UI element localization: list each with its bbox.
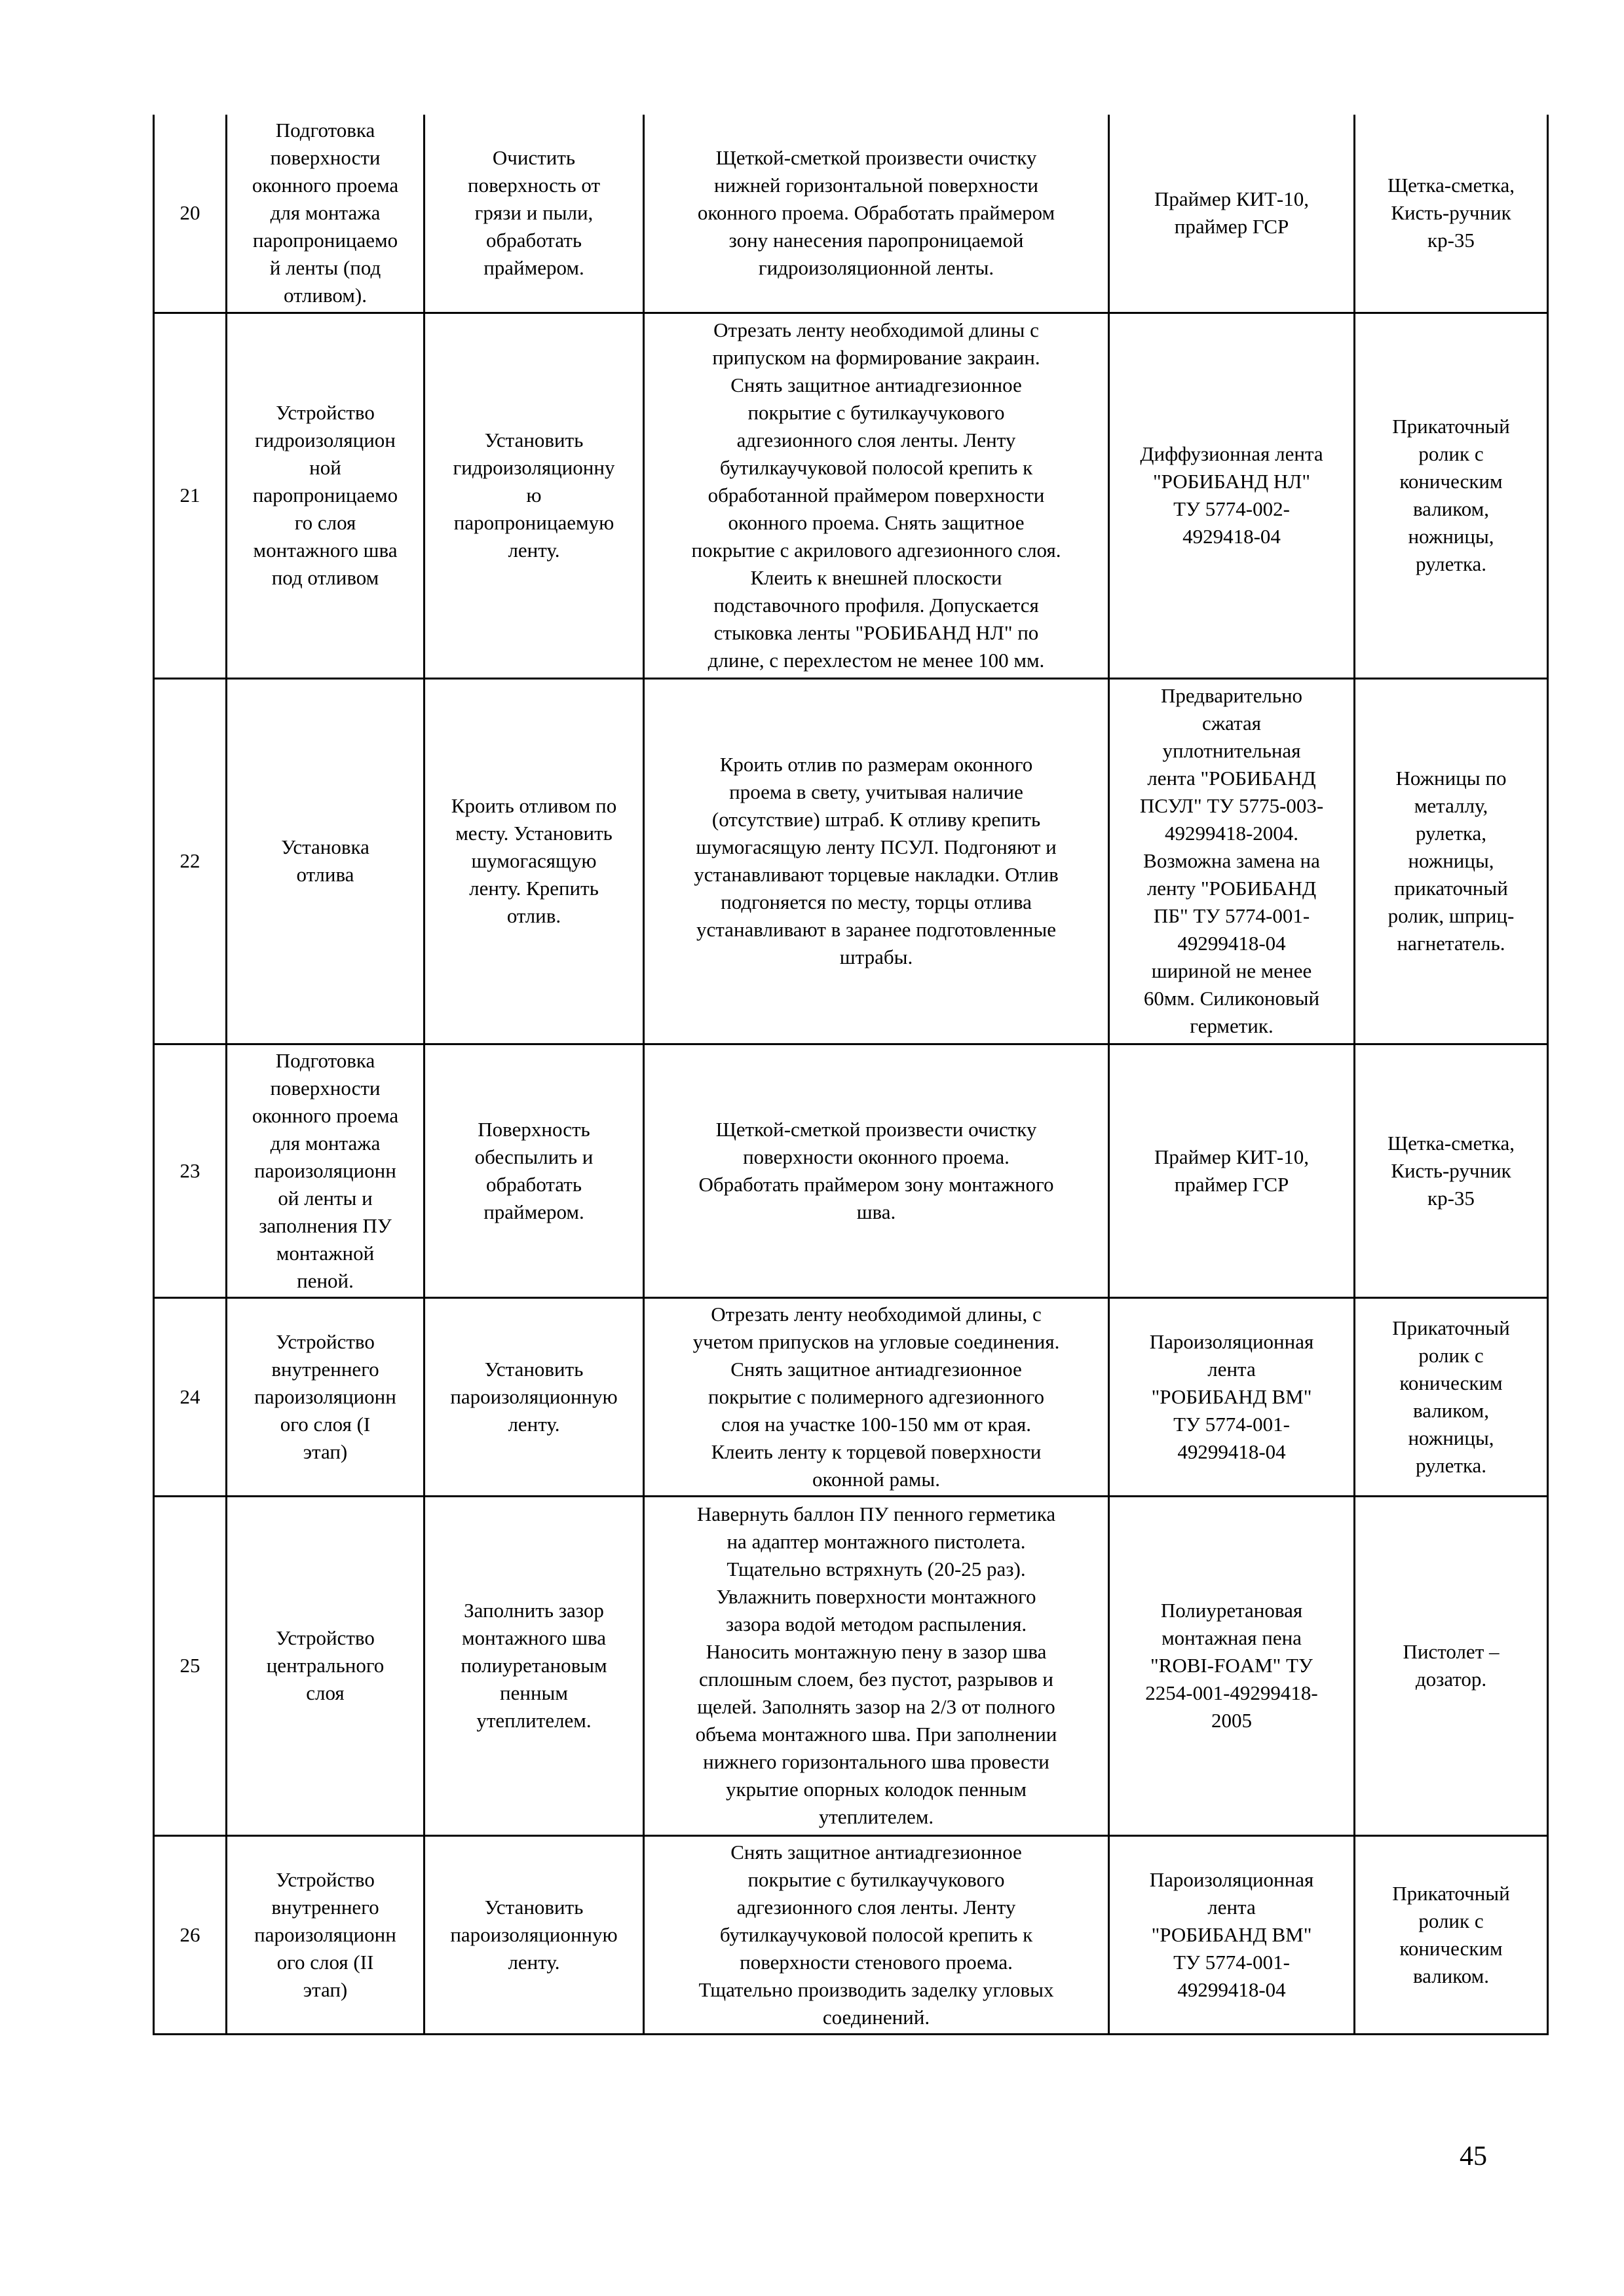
row-number-cell bbox=[154, 115, 227, 313]
tools-text: Щетка-сметка, Кисть-ручник кр-35 bbox=[1387, 1131, 1515, 1210]
stage-cell bbox=[227, 1835, 425, 2034]
action-text: Заполнить зазор монтажного шва полиуретановым пенным утеплителем. bbox=[461, 1599, 607, 1732]
stage-text: Подготовка поверхности оконного проема для монтажа пароизоляционн ой ленты и заполнения ПУ монтажной пеной. bbox=[252, 1048, 399, 1292]
row-number: 21 bbox=[179, 484, 200, 507]
materials-cell bbox=[1109, 678, 1355, 1044]
row-number: 22 bbox=[179, 849, 200, 872]
description-cell bbox=[644, 678, 1109, 1044]
page-number: 45 bbox=[1460, 2141, 1487, 2172]
materials-cell bbox=[1109, 1496, 1355, 1835]
tools-text: Прикаточный ролик с коническим валиком, ножницы, рулетка. bbox=[1392, 1316, 1510, 1477]
table-row bbox=[154, 1297, 1548, 1496]
row-number: 24 bbox=[179, 1385, 200, 1408]
materials-text: Праймер КИТ-10, праймер ГСР bbox=[1154, 1145, 1309, 1196]
tools-cell bbox=[1355, 1496, 1548, 1835]
row-number-cell bbox=[154, 313, 227, 678]
action-text: Поверхность обеспылить и обработать праймером. bbox=[474, 1117, 594, 1223]
action-cell bbox=[425, 1297, 644, 1496]
action-text: Установить пароизоляционную ленту. bbox=[450, 1895, 618, 1974]
materials-cell bbox=[1109, 1835, 1355, 2034]
tools-text: Прикаточный ролик с коническим валиком, ножницы, рулетка. bbox=[1392, 415, 1510, 575]
row-number-cell bbox=[154, 1044, 227, 1297]
tools-text: Щетка-сметка, Кисть-ручник кр-35 bbox=[1387, 174, 1515, 252]
materials-cell bbox=[1109, 313, 1355, 678]
table-row bbox=[154, 1044, 1548, 1297]
work-procedure-table bbox=[153, 115, 1549, 2035]
description-text: Отрезать ленту необходимой длины, с учетом припусков на угловые соединения. Снять защитное антиадгезионное покрытие с полимерного адгезионного слоя на участке 100-150 мм от края. Клеить ленту к торцевой поверхности оконной рамы. bbox=[692, 1302, 1060, 1491]
materials-text: Пароизоляционная лента "РОБИБАНД ВМ" ТУ 5774-001- 49299418-04 bbox=[1149, 1867, 1314, 2001]
description-cell bbox=[644, 313, 1109, 678]
table-row bbox=[154, 313, 1548, 678]
action-cell bbox=[425, 1496, 644, 1835]
stage-cell bbox=[227, 678, 425, 1044]
materials-cell bbox=[1109, 1044, 1355, 1297]
stage-text: Устройство внутреннего пароизоляционн ого слоя (II этап) bbox=[254, 1867, 396, 2001]
stage-text: Устройство внутреннего пароизоляционн ого слоя (I этап) bbox=[254, 1330, 396, 1463]
tools-cell bbox=[1355, 313, 1548, 678]
description-text: Навернуть баллон ПУ пенного герметика на адаптер монтажного пистолета. Тщательно встряхнуть (20-25 раз). Увлажнить поверхности монтажного зазора водой методом распыления. Наносить монтажную пену в зазор шва сплошным слоем, без пустот, разрывов и щелей. Заполнять зазор на 2/3 от полного объема монтажного шва. При заполнении нижнего горизонтального шва провести укрытие опорных колодок пенным утеплителем. bbox=[695, 1502, 1057, 1828]
stage-cell bbox=[227, 115, 425, 313]
action-text: Очистить поверхность от грязи и пыли, обработать праймером. bbox=[468, 146, 600, 280]
stage-cell bbox=[227, 1044, 425, 1297]
table-row bbox=[154, 1835, 1548, 2034]
row-number: 23 bbox=[179, 1158, 200, 1182]
materials-cell bbox=[1109, 1297, 1355, 1496]
stage-text: Устройство центрального слоя bbox=[266, 1626, 385, 1704]
materials-text: Диффузионная лента "РОБИБАНД НЛ" ТУ 5774-002- 4929418-04 bbox=[1140, 442, 1323, 548]
description-text: Снять защитное антиадгезионное покрытие с бутилкаучукового адгезионного слоя ленты. Ленту бутилкаучуковой полосой крепить к поверхности стенового проема. Тщательно производить заделку угловых соединений. bbox=[698, 1840, 1054, 2029]
materials-text: Праймер КИТ-10, праймер ГСР bbox=[1154, 187, 1309, 239]
description-cell bbox=[644, 115, 1109, 313]
tools-cell bbox=[1355, 678, 1548, 1044]
stage-text: Устройство гидроизоляцион ной паропроницаемо го слоя монтажного шва под отливом bbox=[252, 401, 398, 589]
row-number-cell bbox=[154, 1297, 227, 1496]
action-text: Установить гидроизоляционну ю паропроницаемую ленту. bbox=[453, 429, 615, 562]
action-cell bbox=[425, 1044, 644, 1297]
description-cell bbox=[644, 1835, 1109, 2034]
tools-cell bbox=[1355, 1297, 1548, 1496]
stage-text: Установка отлива bbox=[281, 835, 369, 886]
row-number: 26 bbox=[179, 1923, 200, 1946]
description-cell bbox=[644, 1496, 1109, 1835]
action-cell bbox=[425, 115, 644, 313]
tools-cell bbox=[1355, 1044, 1548, 1297]
materials-text: Предварительно сжатая уплотнительная лента "РОБИБАНД ПСУЛ" ТУ 5775-003- 49299418-2004. Возможна замена на ленту "РОБИБАНД ПБ" ТУ 5774-001- 49299418-04 шириной не менее 60мм. Силиконовый герметик. bbox=[1139, 684, 1324, 1037]
table-row bbox=[154, 115, 1548, 313]
action-cell bbox=[425, 313, 644, 678]
description-cell bbox=[644, 1297, 1109, 1496]
tools-cell bbox=[1355, 115, 1548, 313]
stage-cell bbox=[227, 1297, 425, 1496]
tools-text: Пистолет – дозатор. bbox=[1403, 1640, 1500, 1691]
row-number-cell bbox=[154, 1835, 227, 2034]
stage-cell bbox=[227, 1496, 425, 1835]
description-text: Кроить отлив по размерам оконного проема в свету, учитывая наличие (отсутствие) штраб. К отливу крепить шумогасящую ленту ПСУЛ. Подгоняют и устанавливают торцевые накладки. Отлив подгоняется по месту, торцы отлива устанавливают в заранее подготовленные штрабы. bbox=[694, 753, 1059, 968]
action-cell bbox=[425, 1835, 644, 2034]
action-cell bbox=[425, 678, 644, 1044]
table-row bbox=[154, 1496, 1548, 1835]
row-number: 20 bbox=[179, 201, 200, 225]
action-text: Установить пароизоляционную ленту. bbox=[450, 1357, 618, 1436]
materials-text: Полиуретановая монтажная пена "ROBI-FOAM" ТУ 2254-001-49299418- 2005 bbox=[1145, 1599, 1318, 1732]
stage-text: Подготовка поверхности оконного проема для монтажа паропроницаемо й ленты (под отливом). bbox=[252, 119, 399, 307]
description-text: Щеткой-сметкой произвести очистку поверхности оконного проема. Обработать праймером зону монтажного шва. bbox=[698, 1117, 1054, 1223]
row-number: 25 bbox=[179, 1654, 200, 1677]
description-cell bbox=[644, 1044, 1109, 1297]
description-text: Щеткой-сметкой произвести очистку нижней горизонтальной поверхности оконного проема. Обработать праймером зону нанесения паропроницаемой гидроизоляционной ленты. bbox=[697, 146, 1055, 280]
description-text: Отрезать ленту необходимой длины с припуском на формирование закраин. Снять защитное антиадгезионное покрытие с бутилкаучукового адгезионного слоя ленты. Ленту бутилкаучуковой полосой крепить к обработанной праймером поверхности оконного проема. Снять защитное покрытие с акрилового адгезионного слоя. Клеить к внешней плоскости подставочного профиля. Допускается стыковка ленты "РОБИБАНД НЛ" по длине, с перехлестом не менее 100 мм. bbox=[691, 318, 1061, 672]
tools-text: Прикаточный ролик с коническим валиком. bbox=[1392, 1881, 1510, 1987]
tools-text: Ножницы по металлу, рулетка, ножницы, прикаточный ролик, шприц- нагнетатель. bbox=[1388, 767, 1515, 955]
materials-cell bbox=[1109, 115, 1355, 313]
row-number-cell bbox=[154, 1496, 227, 1835]
tools-cell bbox=[1355, 1835, 1548, 2034]
row-number-cell bbox=[154, 678, 227, 1044]
materials-text: Пароизоляционная лента "РОБИБАНД ВМ" ТУ 5774-001- 49299418-04 bbox=[1149, 1330, 1314, 1463]
action-text: Кроить отливом по месту. Установить шумогасящую ленту. Крепить отлив. bbox=[451, 794, 617, 927]
stage-cell bbox=[227, 313, 425, 678]
table-row bbox=[154, 678, 1548, 1044]
